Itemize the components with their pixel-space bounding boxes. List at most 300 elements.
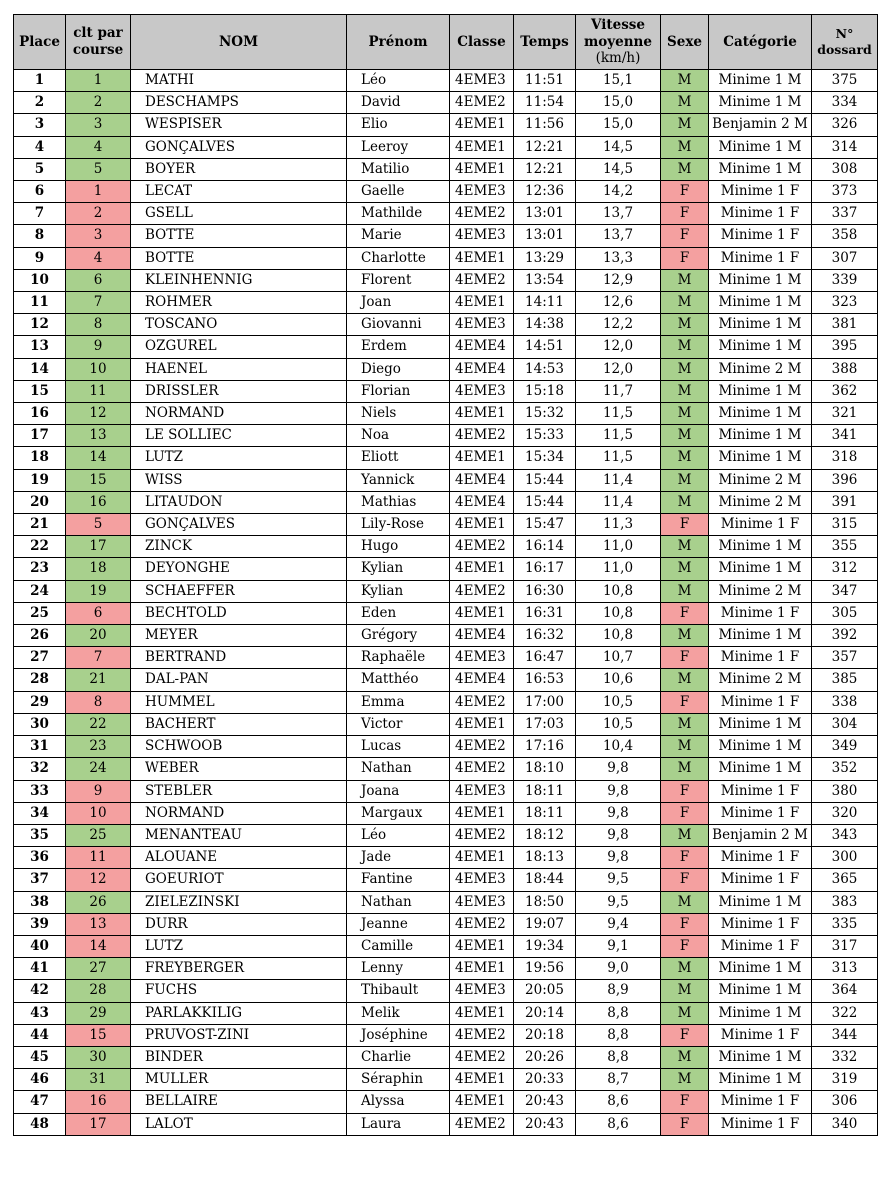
cell-prenom: Lenny	[347, 958, 450, 980]
cell-clt: 6	[66, 269, 131, 291]
cell-dossard: 383	[812, 891, 878, 913]
cell-temps: 15:47	[514, 514, 576, 536]
cell-place: 10	[14, 269, 66, 291]
cell-nom: HAENEL	[131, 358, 347, 380]
cell-classe: 4EME2	[450, 1113, 514, 1135]
cell-nom: FREYBERGER	[131, 958, 347, 980]
cell-temps: 20:33	[514, 1069, 576, 1091]
cell-vitesse: 11,0	[576, 536, 661, 558]
cell-nom: PRUVOST-ZINI	[131, 1024, 347, 1046]
cell-place: 26	[14, 625, 66, 647]
cell-temps: 15:34	[514, 447, 576, 469]
cell-categorie: Minime 1 M	[709, 958, 812, 980]
table-row	[14, 647, 878, 669]
cell-classe: 4EME3	[450, 891, 514, 913]
cell-categorie: Minime 1 M	[709, 980, 812, 1002]
cell-clt: 28	[66, 980, 131, 1002]
cell-vitesse: 10,8	[576, 602, 661, 624]
cell-nom: LUTZ	[131, 447, 347, 469]
cell-place: 13	[14, 336, 66, 358]
cell-vitesse: 8,7	[576, 1069, 661, 1091]
cell-place: 23	[14, 558, 66, 580]
results-table	[13, 14, 878, 1136]
cell-prenom: Kylian	[347, 558, 450, 580]
cell-temps: 17:03	[514, 713, 576, 735]
cell-place: 14	[14, 358, 66, 380]
cell-vitesse: 12,9	[576, 269, 661, 291]
cell-clt: 21	[66, 669, 131, 691]
header-nom: NOM	[131, 15, 347, 70]
cell-vitesse: 9,8	[576, 847, 661, 869]
cell-classe: 4EME3	[450, 380, 514, 402]
cell-vitesse: 15,0	[576, 92, 661, 114]
cell-classe: 4EME1	[450, 935, 514, 957]
table-row	[14, 447, 878, 469]
cell-clt: 25	[66, 824, 131, 846]
cell-place: 16	[14, 403, 66, 425]
cell-nom: SCHAEFFER	[131, 580, 347, 602]
cell-sexe: M	[661, 269, 709, 291]
header-vitesse-label: Vitesse moyenne	[584, 16, 652, 50]
cell-sexe: M	[661, 469, 709, 491]
cell-place: 43	[14, 1002, 66, 1024]
cell-classe: 4EME2	[450, 758, 514, 780]
cell-temps: 11:56	[514, 114, 576, 136]
cell-temps: 16:31	[514, 602, 576, 624]
cell-prenom: Giovanni	[347, 314, 450, 336]
cell-categorie: Minime 1 M	[709, 536, 812, 558]
cell-classe: 4EME1	[450, 602, 514, 624]
cell-sexe: F	[661, 647, 709, 669]
cell-clt: 11	[66, 380, 131, 402]
cell-sexe: M	[661, 114, 709, 136]
cell-prenom: Lucas	[347, 736, 450, 758]
table-row	[14, 114, 878, 136]
cell-categorie: Minime 1 M	[709, 403, 812, 425]
cell-dossard: 344	[812, 1024, 878, 1046]
cell-nom: LE SOLLIEC	[131, 425, 347, 447]
table-row	[14, 558, 878, 580]
cell-nom: OZGUREL	[131, 336, 347, 358]
header-categorie: Catégorie	[709, 15, 812, 70]
cell-vitesse: 12,0	[576, 358, 661, 380]
cell-temps: 16:47	[514, 647, 576, 669]
cell-nom: BOTTE	[131, 225, 347, 247]
cell-nom: MENANTEAU	[131, 824, 347, 846]
cell-prenom: Noa	[347, 425, 450, 447]
cell-prenom: Florent	[347, 269, 450, 291]
cell-prenom: Joséphine	[347, 1024, 450, 1046]
cell-vitesse: 9,1	[576, 935, 661, 957]
cell-temps: 20:18	[514, 1024, 576, 1046]
cell-nom: BOTTE	[131, 247, 347, 269]
cell-dossard: 396	[812, 469, 878, 491]
cell-categorie: Minime 1 M	[709, 1069, 812, 1091]
cell-clt: 4	[66, 136, 131, 158]
table-row	[14, 847, 878, 869]
cell-nom: WEBER	[131, 758, 347, 780]
cell-vitesse: 8,6	[576, 1091, 661, 1113]
cell-prenom: Charlotte	[347, 247, 450, 269]
cell-sexe: M	[661, 713, 709, 735]
cell-place: 17	[14, 425, 66, 447]
cell-categorie: Minime 1 M	[709, 425, 812, 447]
cell-sexe: M	[661, 92, 709, 114]
cell-prenom: Elio	[347, 114, 450, 136]
cell-place: 45	[14, 1046, 66, 1068]
cell-temps: 18:11	[514, 780, 576, 802]
cell-categorie: Minime 1 F	[709, 869, 812, 891]
cell-vitesse: 10,8	[576, 580, 661, 602]
cell-place: 38	[14, 891, 66, 913]
cell-dossard: 337	[812, 203, 878, 225]
cell-dossard: 364	[812, 980, 878, 1002]
cell-clt: 24	[66, 758, 131, 780]
table-row	[14, 736, 878, 758]
cell-prenom: Leeroy	[347, 136, 450, 158]
cell-temps: 11:51	[514, 70, 576, 92]
table-row	[14, 758, 878, 780]
cell-dossard: 305	[812, 602, 878, 624]
cell-prenom: Grégory	[347, 625, 450, 647]
cell-vitesse: 14,5	[576, 136, 661, 158]
cell-vitesse: 11,5	[576, 425, 661, 447]
cell-prenom: Raphaële	[347, 647, 450, 669]
cell-dossard: 341	[812, 425, 878, 447]
cell-temps: 14:51	[514, 336, 576, 358]
cell-sexe: M	[661, 824, 709, 846]
cell-classe: 4EME1	[450, 136, 514, 158]
cell-place: 6	[14, 181, 66, 203]
cell-nom: NORMAND	[131, 403, 347, 425]
cell-nom: ALOUANE	[131, 847, 347, 869]
cell-place: 27	[14, 647, 66, 669]
cell-vitesse: 8,6	[576, 1113, 661, 1135]
cell-place: 48	[14, 1113, 66, 1135]
cell-clt: 3	[66, 114, 131, 136]
cell-prenom: Emma	[347, 691, 450, 713]
cell-clt: 26	[66, 891, 131, 913]
cell-categorie: Minime 1 M	[709, 758, 812, 780]
cell-temps: 12:21	[514, 136, 576, 158]
cell-sexe: M	[661, 669, 709, 691]
cell-nom: LUTZ	[131, 935, 347, 957]
cell-vitesse: 9,8	[576, 758, 661, 780]
table-row	[14, 425, 878, 447]
cell-vitesse: 13,7	[576, 203, 661, 225]
cell-place: 1	[14, 70, 66, 92]
cell-temps: 12:21	[514, 158, 576, 180]
cell-prenom: Matthéo	[347, 669, 450, 691]
cell-place: 4	[14, 136, 66, 158]
table-row	[14, 1091, 878, 1113]
cell-sexe: M	[661, 758, 709, 780]
cell-categorie: Minime 1 M	[709, 269, 812, 291]
cell-clt: 8	[66, 314, 131, 336]
cell-categorie: Minime 1 M	[709, 1046, 812, 1068]
cell-classe: 4EME2	[450, 736, 514, 758]
cell-classe: 4EME1	[450, 1002, 514, 1024]
cell-prenom: Margaux	[347, 802, 450, 824]
cell-clt: 2	[66, 203, 131, 225]
table-row	[14, 913, 878, 935]
table-row	[14, 292, 878, 314]
cell-vitesse: 13,7	[576, 225, 661, 247]
cell-prenom: Mathias	[347, 491, 450, 513]
table-row	[14, 1024, 878, 1046]
cell-nom: DURR	[131, 913, 347, 935]
cell-sexe: F	[661, 181, 709, 203]
table-row	[14, 358, 878, 380]
cell-classe: 4EME3	[450, 314, 514, 336]
cell-vitesse: 10,4	[576, 736, 661, 758]
cell-clt: 13	[66, 913, 131, 935]
cell-vitesse: 12,6	[576, 292, 661, 314]
table-row	[14, 203, 878, 225]
cell-sexe: M	[661, 403, 709, 425]
cell-clt: 9	[66, 780, 131, 802]
cell-categorie: Minime 2 M	[709, 491, 812, 513]
cell-dossard: 347	[812, 580, 878, 602]
cell-temps: 18:13	[514, 847, 576, 869]
cell-prenom: Séraphin	[347, 1069, 450, 1091]
cell-clt: 10	[66, 358, 131, 380]
cell-prenom: David	[347, 92, 450, 114]
cell-sexe: F	[661, 935, 709, 957]
cell-classe: 4EME4	[450, 669, 514, 691]
cell-prenom: Matilio	[347, 158, 450, 180]
cell-dossard: 339	[812, 269, 878, 291]
cell-place: 39	[14, 913, 66, 935]
cell-temps: 15:32	[514, 403, 576, 425]
cell-sexe: M	[661, 336, 709, 358]
header-dossard: N° dossard	[812, 15, 878, 70]
cell-place: 35	[14, 824, 66, 846]
cell-dossard: 304	[812, 713, 878, 735]
cell-prenom: Nathan	[347, 891, 450, 913]
header-vitesse-unit: (km/h)	[595, 50, 641, 67]
cell-vitesse: 11,5	[576, 447, 661, 469]
cell-temps: 20:43	[514, 1113, 576, 1135]
cell-categorie: Minime 1 M	[709, 1002, 812, 1024]
table-row	[14, 1113, 878, 1135]
cell-dossard: 340	[812, 1113, 878, 1135]
cell-classe: 4EME4	[450, 625, 514, 647]
cell-sexe: M	[661, 70, 709, 92]
cell-classe: 4EME2	[450, 269, 514, 291]
cell-prenom: Hugo	[347, 536, 450, 558]
cell-place: 46	[14, 1069, 66, 1091]
cell-vitesse: 15,1	[576, 70, 661, 92]
cell-classe: 4EME3	[450, 780, 514, 802]
cell-sexe: M	[661, 1046, 709, 1068]
cell-vitesse: 8,8	[576, 1024, 661, 1046]
cell-place: 34	[14, 802, 66, 824]
table-row	[14, 136, 878, 158]
cell-clt: 14	[66, 447, 131, 469]
cell-temps: 19:07	[514, 913, 576, 935]
cell-dossard: 319	[812, 1069, 878, 1091]
cell-vitesse: 15,0	[576, 114, 661, 136]
table-row	[14, 713, 878, 735]
cell-temps: 16:53	[514, 669, 576, 691]
cell-nom: GOEURIOT	[131, 869, 347, 891]
cell-prenom: Charlie	[347, 1046, 450, 1068]
cell-place: 12	[14, 314, 66, 336]
cell-sexe: F	[661, 203, 709, 225]
cell-classe: 4EME1	[450, 247, 514, 269]
cell-dossard: 373	[812, 181, 878, 203]
cell-dossard: 320	[812, 802, 878, 824]
cell-clt: 30	[66, 1046, 131, 1068]
cell-nom: GSELL	[131, 203, 347, 225]
cell-temps: 13:01	[514, 203, 576, 225]
cell-prenom: Florian	[347, 380, 450, 402]
cell-dossard: 358	[812, 225, 878, 247]
cell-classe: 4EME3	[450, 980, 514, 1002]
cell-sexe: M	[661, 380, 709, 402]
cell-place: 37	[14, 869, 66, 891]
cell-classe: 4EME1	[450, 802, 514, 824]
cell-sexe: F	[661, 869, 709, 891]
cell-vitesse: 10,5	[576, 713, 661, 735]
cell-classe: 4EME3	[450, 869, 514, 891]
cell-sexe: M	[661, 136, 709, 158]
cell-sexe: M	[661, 958, 709, 980]
cell-vitesse: 9,8	[576, 780, 661, 802]
cell-sexe: F	[661, 514, 709, 536]
cell-temps: 20:05	[514, 980, 576, 1002]
cell-sexe: M	[661, 425, 709, 447]
cell-sexe: M	[661, 314, 709, 336]
cell-prenom: Marie	[347, 225, 450, 247]
cell-temps: 16:32	[514, 625, 576, 647]
cell-categorie: Minime 1 M	[709, 558, 812, 580]
table-row	[14, 314, 878, 336]
cell-sexe: F	[661, 225, 709, 247]
cell-clt: 16	[66, 491, 131, 513]
cell-vitesse: 8,9	[576, 980, 661, 1002]
cell-dossard: 307	[812, 247, 878, 269]
table-row	[14, 158, 878, 180]
cell-prenom: Yannick	[347, 469, 450, 491]
cell-classe: 4EME1	[450, 958, 514, 980]
cell-categorie: Minime 1 F	[709, 203, 812, 225]
header-vitesse	[576, 15, 661, 70]
cell-sexe: M	[661, 1069, 709, 1091]
cell-sexe: M	[661, 558, 709, 580]
cell-dossard: 365	[812, 869, 878, 891]
cell-temps: 18:11	[514, 802, 576, 824]
cell-dossard: 313	[812, 958, 878, 980]
header-classe: Classe	[450, 15, 514, 70]
cell-dossard: 308	[812, 158, 878, 180]
cell-sexe: F	[661, 847, 709, 869]
cell-temps: 11:54	[514, 92, 576, 114]
cell-clt: 14	[66, 935, 131, 957]
cell-vitesse: 11,4	[576, 469, 661, 491]
cell-clt: 8	[66, 691, 131, 713]
cell-dossard: 335	[812, 913, 878, 935]
cell-temps: 19:34	[514, 935, 576, 957]
cell-temps: 14:38	[514, 314, 576, 336]
cell-categorie: Minime 1 F	[709, 514, 812, 536]
cell-clt: 27	[66, 958, 131, 980]
cell-clt: 15	[66, 1024, 131, 1046]
cell-place: 5	[14, 158, 66, 180]
cell-categorie: Minime 1 M	[709, 92, 812, 114]
cell-prenom: Thibault	[347, 980, 450, 1002]
cell-temps: 18:44	[514, 869, 576, 891]
cell-vitesse: 13,3	[576, 247, 661, 269]
cell-dossard: 388	[812, 358, 878, 380]
cell-classe: 4EME1	[450, 1091, 514, 1113]
cell-place: 30	[14, 713, 66, 735]
cell-sexe: M	[661, 491, 709, 513]
cell-sexe: M	[661, 625, 709, 647]
cell-nom: GONÇALVES	[131, 136, 347, 158]
cell-classe: 4EME2	[450, 691, 514, 713]
cell-sexe: F	[661, 602, 709, 624]
cell-place: 9	[14, 247, 66, 269]
cell-sexe: M	[661, 580, 709, 602]
cell-temps: 14:53	[514, 358, 576, 380]
cell-categorie: Minime 1 F	[709, 247, 812, 269]
cell-dossard: 349	[812, 736, 878, 758]
cell-place: 20	[14, 491, 66, 513]
cell-dossard: 385	[812, 669, 878, 691]
cell-classe: 4EME1	[450, 713, 514, 735]
cell-temps: 13:29	[514, 247, 576, 269]
cell-nom: DESCHAMPS	[131, 92, 347, 114]
cell-sexe: F	[661, 1113, 709, 1135]
table-row	[14, 602, 878, 624]
cell-place: 2	[14, 92, 66, 114]
cell-sexe: F	[661, 913, 709, 935]
table-row	[14, 536, 878, 558]
cell-clt: 7	[66, 292, 131, 314]
table-row	[14, 935, 878, 957]
header-temps: Temps	[514, 15, 576, 70]
cell-classe: 4EME2	[450, 580, 514, 602]
cell-nom: BECHTOLD	[131, 602, 347, 624]
cell-categorie: Minime 1 M	[709, 625, 812, 647]
cell-clt: 9	[66, 336, 131, 358]
cell-dossard: 322	[812, 1002, 878, 1024]
cell-prenom: Mathilde	[347, 203, 450, 225]
cell-place: 18	[14, 447, 66, 469]
cell-temps: 20:14	[514, 1002, 576, 1024]
cell-categorie: Minime 1 F	[709, 935, 812, 957]
cell-vitesse: 14,5	[576, 158, 661, 180]
cell-prenom: Léo	[347, 70, 450, 92]
header-row	[14, 15, 878, 70]
cell-temps: 17:00	[514, 691, 576, 713]
cell-nom: LITAUDON	[131, 491, 347, 513]
cell-categorie: Minime 1 F	[709, 647, 812, 669]
table-row	[14, 469, 878, 491]
table-row	[14, 491, 878, 513]
cell-classe: 4EME4	[450, 358, 514, 380]
table-row	[14, 336, 878, 358]
cell-nom: MULLER	[131, 1069, 347, 1091]
table-row	[14, 1002, 878, 1024]
cell-dossard: 332	[812, 1046, 878, 1068]
cell-sexe: F	[661, 247, 709, 269]
cell-vitesse: 11,5	[576, 403, 661, 425]
table-row	[14, 625, 878, 647]
cell-place: 22	[14, 536, 66, 558]
